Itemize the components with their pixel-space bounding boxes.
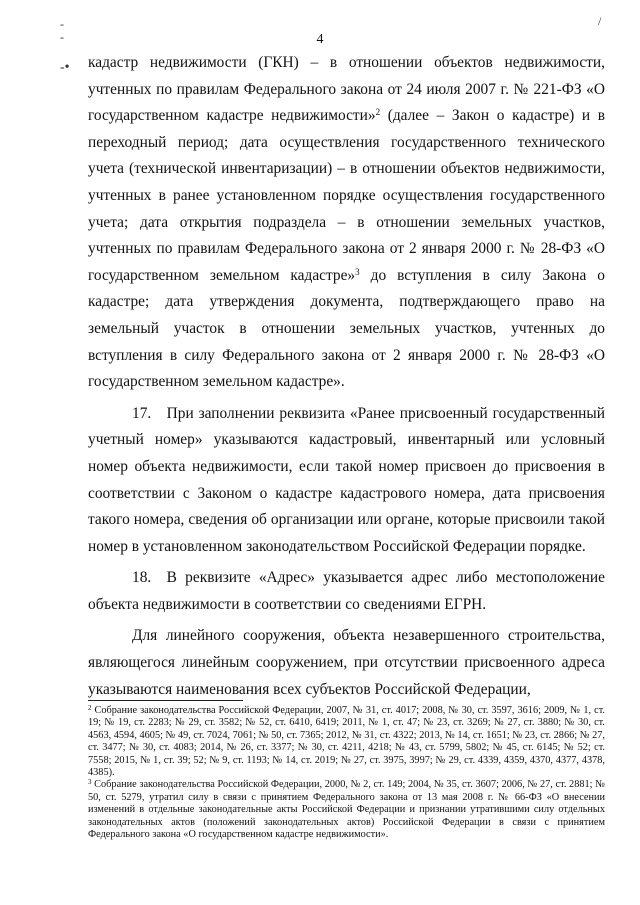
paragraph-text: кадастр недвижимости (ГКН) – в отношении объектов недвижимости, учтенных по правилам Федерального закона от 24 июля 2007 г. № 221-ФЗ «О государственном кадастре недвижимости» — [88, 54, 605, 125]
margin-mark: - — [60, 30, 64, 44]
footnote-text: Собрание законодательства Российской Федерации, 2000, № 2, ст. 149; 2004, № 35, ст. 3607; 2006, № 27, ст. 2881; № 50, ст. 5279, утратил силу в связи с принятием Федерального закона от 13 мая 2008 г. № 66-ФЗ «О внесении изменений в отдельные законодательные акты Российской Федерации и признании утратившими силу отдельных законодательных актов (положений законодательных актов) Российской Федерации в связи с принятием Федерального закона «О государственном кадастре недвижимости». — [88, 779, 605, 841]
paragraph-item-17: 17. При заполнении реквизита «Ранее присвоенный государственный учетный номер» указываются кадастровый, инвентарный или условный номер объекта недвижимости, если такой номер присвоен до присвоения в соответствии с Законом о кадастре кадастрового номера, дата присвоения такого номера, сведения об организации или органе, которые присвоили такой номер в установленном законодательством Российской Федерации порядке. — [88, 404, 605, 555]
paragraph-item-18: 18. В реквизите «Адрес» указывается адрес либо местоположение объекта недвижимости в соответствии со сведениями ЕГРН. — [88, 569, 605, 613]
footnote-marker: 2 — [88, 704, 92, 712]
footnote-reference: 3 — [355, 266, 360, 277]
footnote-text: Собрание законодательства Российской Федерации, 2007, № 31, ст. 4017; 2008, № 30, ст. 3597, 3616; 2009, № 1, ст. 19; № 19, ст. 2283; № 29, ст. 3582; № 52, ст. 6410, 6419; 2011, № 1, ст. 47; № 23, ст. 3269; № 27, ст. 3880; № 30, ст. 4563, 4594, 4605; № 49, ст. 7024, 7061; № 50, ст. 7365; 2012, № 31, ст. 4322; 2013, № 14, ст. 1651; № 23, ст. 2866; № 27, ст. 3477; № 30, ст. 4083; 2014, № 26, ст. 3377; № 30, ст. 4211, 4218; № 43, ст. 5799, 5802; № 45, ст. 6145; № 52; ст. 7558; 2015, № 1, ст. 39; 52; № 9, ст. 1193; № 14, ст. 2019; № 27, ст. 3975, 3997; № 29, ст. 4339, 4359, 4370, 4377, 4378, 4385). — [88, 705, 605, 779]
paragraph-linear-structure: Для линейного сооружения, объекта незавершенного строительства, являющегося линейным сооружением, при отсутствии присвоенного адреса указываются наименования всех субъектов Российской Федерации, — [88, 627, 605, 698]
margin-mark: -• — [60, 60, 70, 75]
footnotes — [88, 705, 605, 841]
paragraph-text: до вступления в силу Закона о кадастре; дата утверждения документа, подтверждающего право на земельный участок в отношении земельных участков, учтенных до вступления в силу Федерального закона от 2 января 2000 г. № 28-ФЗ «О государственном земельном кадастре». — [88, 266, 606, 391]
margin-mark: / — [598, 14, 602, 28]
paragraph-text: (далее – Закон о кадастре) и в переходный период; дата осуществления государственного технического учета (технической инвентаризации) – в отношении объектов недвижимости, учтенных в ранее установленном порядке осуществления государственного учета; дата открытия подраздела – в отношении земельных участков, учтенных по правилам Федерального закона от 2 января 2000 г. № 28-ФЗ «О государственном земельном кадастре» — [88, 107, 605, 284]
document-body — [88, 50, 605, 703]
footnote-2 — [88, 705, 605, 779]
margin-mark: - — [60, 17, 64, 31]
page-number: 4 — [316, 32, 324, 47]
footnote-separator — [88, 700, 243, 701]
paragraph-cadastre-dates — [88, 50, 605, 396]
footnote-3 — [88, 779, 605, 841]
footnote-reference: 2 — [375, 107, 381, 118]
footnote-marker: 3 — [88, 778, 92, 787]
